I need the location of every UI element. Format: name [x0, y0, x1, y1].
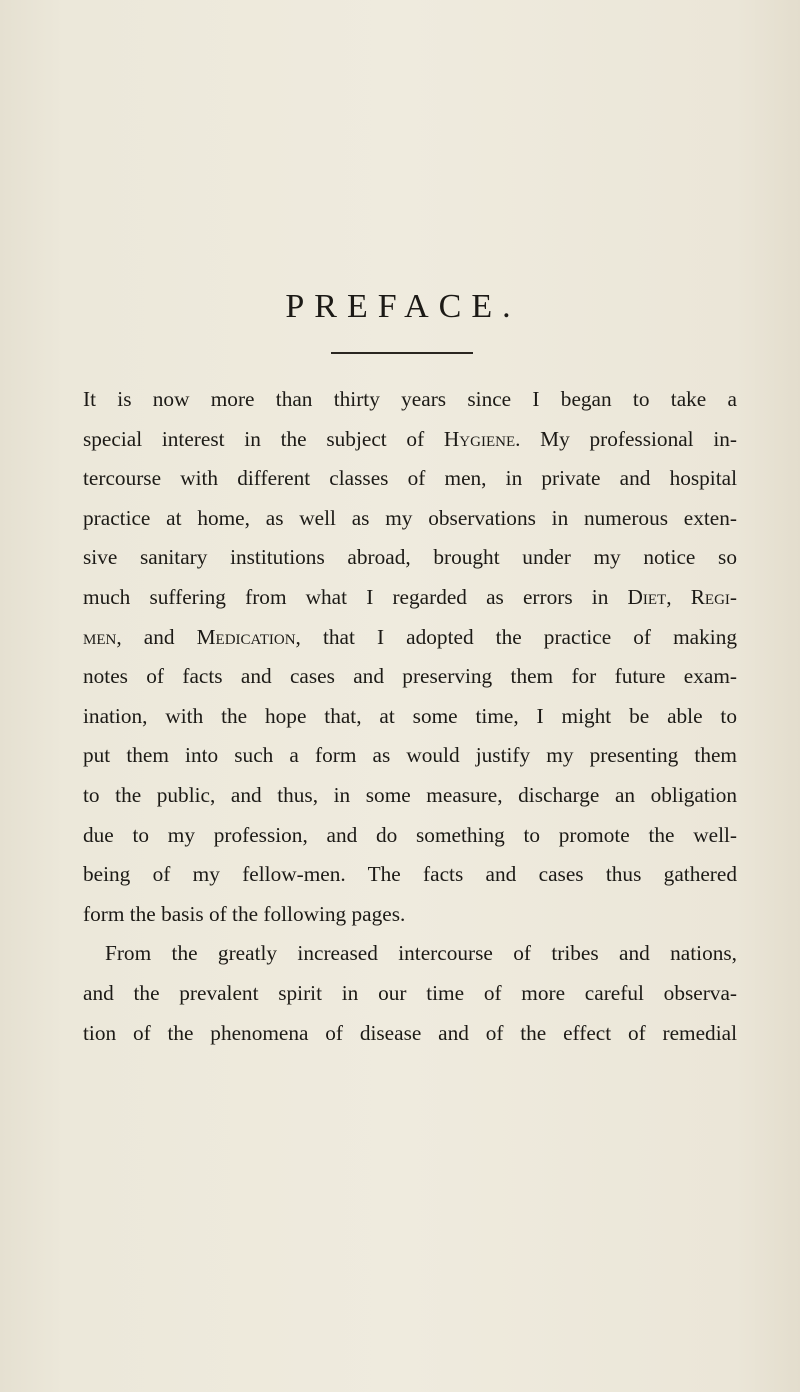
text-line: [83, 697, 737, 737]
text-line: [83, 855, 737, 895]
text-span: tion of the phenomena of disease and of the effect of remedial: [83, 1020, 737, 1045]
title-rule: [331, 352, 473, 354]
text-line: [83, 934, 737, 974]
text-span: ination, with the hope that, at some time, I might be able to: [83, 703, 737, 728]
text-span: ,: [666, 584, 691, 609]
small-caps-term: men: [83, 624, 117, 649]
text-span: notes of facts and cases and preserving them for future exam-: [83, 664, 737, 689]
text-line: [83, 816, 737, 856]
small-caps-term: Medication: [196, 624, 296, 649]
text-span: special interest in the subject of: [83, 426, 444, 451]
text-span: tercourse with different classes of men, in private and hospital: [83, 466, 737, 491]
text-line: [83, 1014, 737, 1054]
small-caps-term: Regi-: [690, 584, 737, 609]
text-line: [83, 499, 737, 539]
text-span: It is now more than thirty years since I began to take a: [83, 387, 737, 411]
text-line: [83, 657, 737, 697]
text-line: [83, 420, 737, 460]
text-line: [83, 538, 737, 578]
page-title: PREFACE.: [285, 288, 521, 325]
text-line: [83, 895, 737, 935]
text-line: [83, 736, 737, 776]
text-line: [83, 578, 737, 618]
text-span: much suffering from what I regarded as errors in: [83, 584, 628, 609]
small-caps-term: Hygiene: [443, 426, 516, 451]
text-line: [83, 459, 737, 499]
text-line: [83, 380, 737, 420]
text-line: [83, 776, 737, 816]
text-span: practice at home, as well as my observations in numerous exten-: [83, 505, 737, 530]
text-span: sive sanitary institutions abroad, brought under my notice so: [83, 545, 737, 570]
text-span: being of my fellow-men. The facts and cases thus gathered: [83, 862, 737, 887]
text-span: put them into such a form as would justify my presenting them: [83, 743, 737, 768]
text-span: , and: [116, 624, 197, 649]
text-span: form the basis of the following pages.: [83, 901, 406, 926]
text-span: to the public, and thus, in some measure, discharge an obligation: [83, 782, 737, 807]
small-caps-term: Diet: [627, 584, 667, 609]
text-span: due to my profession, and do something to promote the well-: [83, 822, 737, 847]
text-line: [83, 974, 737, 1014]
preface-text: [83, 380, 737, 1053]
text-span: From the greatly increased intercourse of tribes and nations,: [105, 941, 737, 966]
text-span: . My professional in-: [515, 426, 737, 451]
text-span: , that I adopted the practice of making: [295, 624, 737, 649]
text-line: [83, 618, 737, 658]
text-span: and the prevalent spirit in our time of more careful observa-: [83, 980, 737, 1005]
